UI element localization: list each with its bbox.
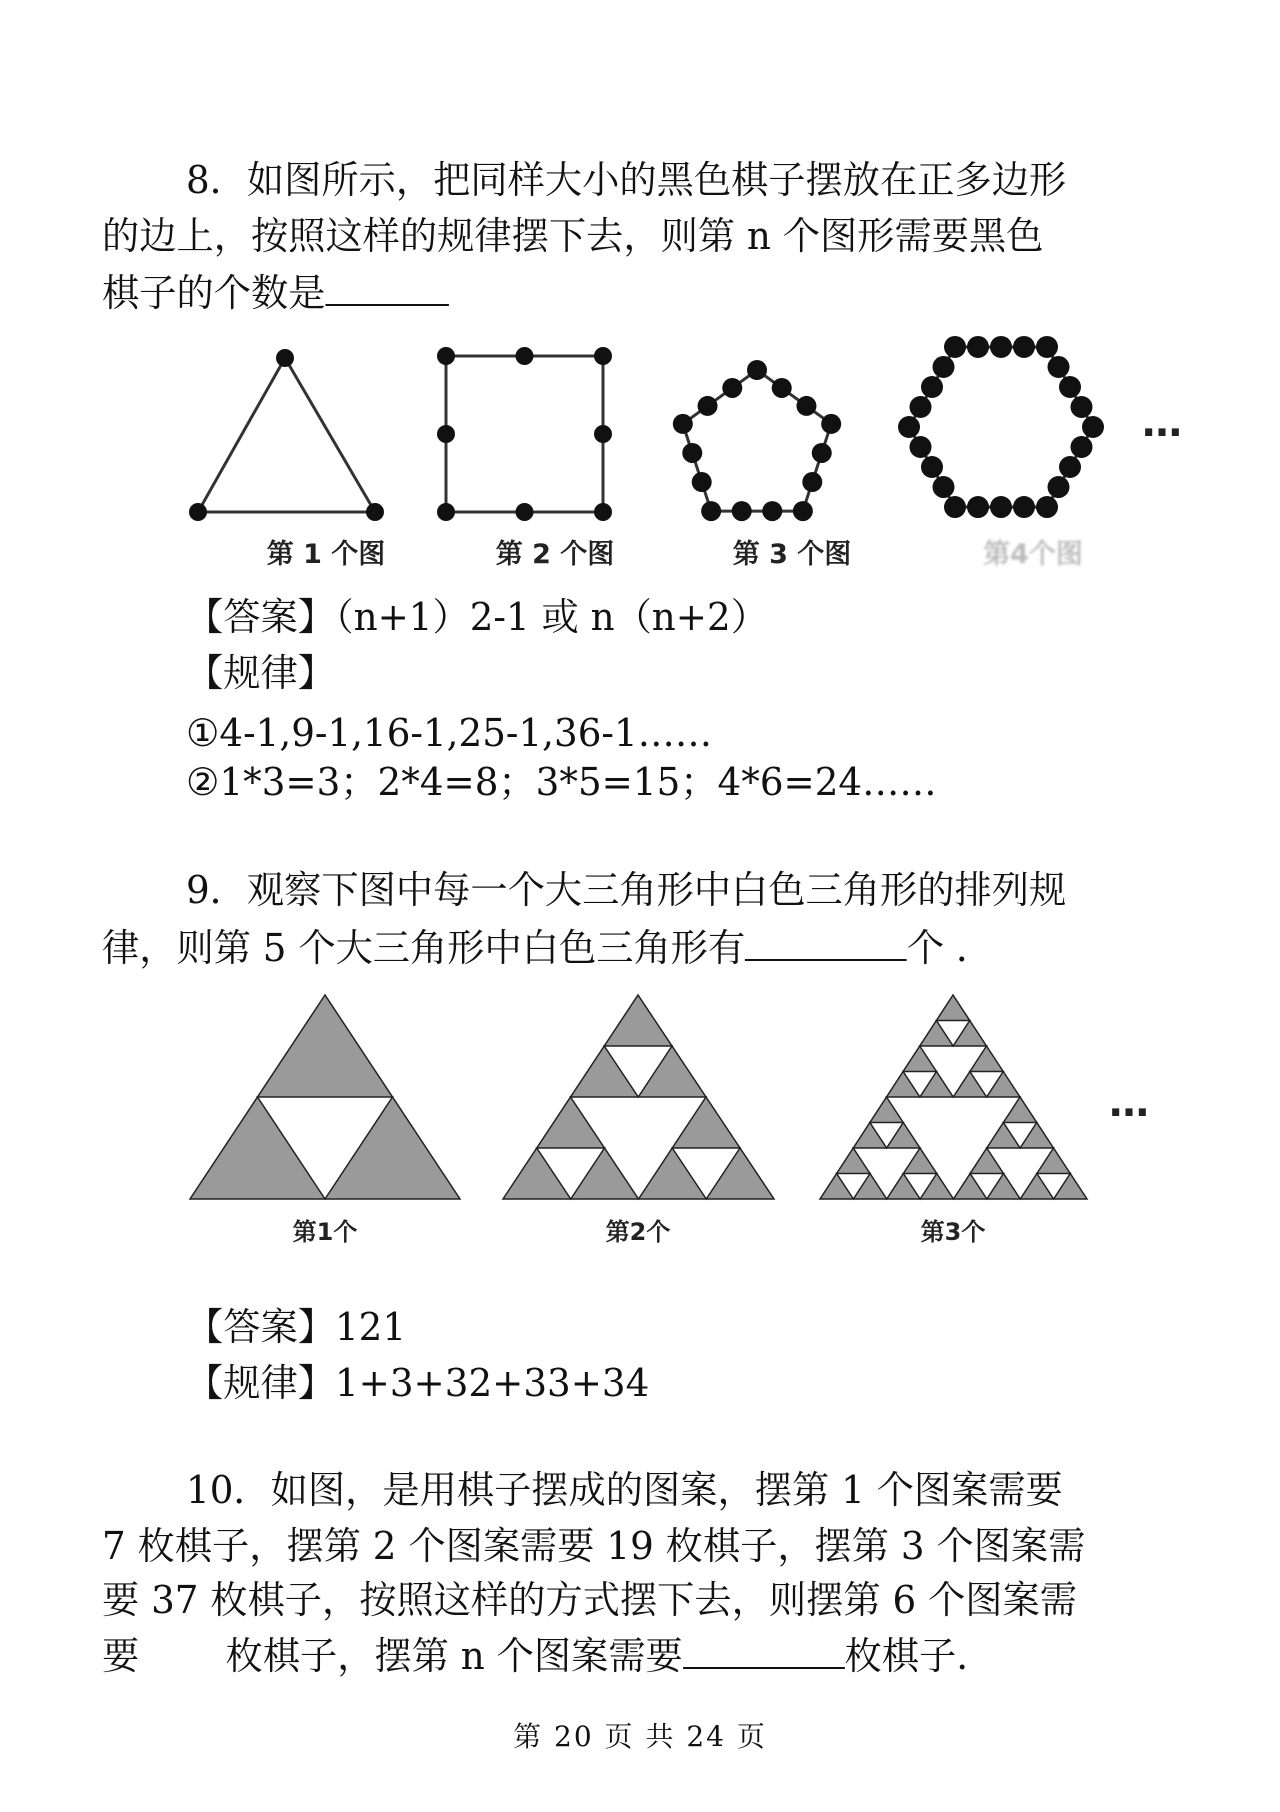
q9-figure-label-3: 第3个 xyxy=(920,1218,986,1246)
q8-figure-label-4: 第4个图 xyxy=(983,539,1083,570)
q9-answer: 【答案】121 xyxy=(186,1305,407,1349)
hexagon-dot xyxy=(944,336,966,358)
q10-text-end: 枚棋子. xyxy=(844,1634,969,1678)
pentagon-dot xyxy=(682,443,702,463)
pentagon-dot xyxy=(747,360,767,380)
hexagon-dot xyxy=(944,496,966,518)
page-footer: 第 20 页 共 24 页 xyxy=(513,1720,767,1753)
q9-rule: 【规律】1+3+32+33+34 xyxy=(186,1361,650,1405)
square-dot xyxy=(437,347,455,365)
square-outline xyxy=(446,356,603,512)
pentagon-dot xyxy=(722,378,742,398)
q10-answer-blank xyxy=(683,1629,845,1669)
q8-rule-title: 【规律】 xyxy=(186,651,335,695)
hexagon-dot xyxy=(933,356,955,378)
hexagon-dot xyxy=(967,496,989,518)
hexagon-dot xyxy=(933,476,955,498)
square-dot xyxy=(594,503,612,521)
q8-polygon-figures xyxy=(189,336,1104,521)
hexagon-dot xyxy=(1071,436,1093,458)
hexagon-dot xyxy=(990,496,1012,518)
q9-answer-blank xyxy=(745,921,907,961)
square-dot xyxy=(437,503,455,521)
hexagon-dot xyxy=(1059,376,1081,398)
triangle-dot xyxy=(366,503,384,521)
q10-text-line3: 要 37 枚棋子，按照这样的方式摆下去，则摆第 6 个图案需 xyxy=(102,1578,1077,1622)
hexagon-dot xyxy=(1071,396,1093,418)
pentagon-dot xyxy=(698,396,718,416)
q8-figure-label-2: 第 2 个图 xyxy=(495,539,615,570)
pentagon-dot xyxy=(796,396,816,416)
pentagon-dot xyxy=(673,414,693,434)
pentagon-dot xyxy=(762,501,782,521)
square-dot xyxy=(594,425,612,443)
hexagon-dot xyxy=(1013,496,1035,518)
pentagon-dot xyxy=(772,378,792,398)
q9-text-end: 个 ． xyxy=(906,926,994,970)
triangle-dot xyxy=(276,349,294,367)
square-dot xyxy=(594,347,612,365)
hexagon-dot xyxy=(1013,336,1035,358)
square-dot xyxy=(437,425,455,443)
hexagon-dot xyxy=(1036,496,1058,518)
hexagon-dot xyxy=(967,336,989,358)
hexagon-dot xyxy=(1059,456,1081,478)
q8-figure-label-3: 第 3 个图 xyxy=(732,539,852,570)
q10-text: 要 xyxy=(102,1634,140,1678)
q9-ellipsis: … xyxy=(1109,1080,1149,1126)
q8-text: 棋子的个数是 xyxy=(102,271,326,315)
hexagon-dot xyxy=(1048,356,1070,378)
q9-text-line1: 9．观察下图中每一个大三角形中白色三角形的排列规 xyxy=(186,868,1067,912)
triangle-outline xyxy=(198,358,375,512)
q9-figure-label-2: 第2个 xyxy=(605,1218,671,1246)
pentagon-dot xyxy=(701,501,721,521)
hexagon-dot xyxy=(898,416,920,438)
q8-text-line1: 8．如图所示，把同样大小的黑色棋子摆放在正多边形 xyxy=(186,158,1067,202)
q10-text-line4 xyxy=(102,1629,968,1680)
hexagon-dot xyxy=(921,456,943,478)
q8-answer: 【答案】（n+1）2-1 或 n（n+2） xyxy=(186,595,768,639)
q9-text-line2 xyxy=(102,921,993,972)
q8-figure-label-1: 第 1 个图 xyxy=(266,539,386,570)
pentagon-dot xyxy=(732,501,752,521)
q8-ellipsis: … xyxy=(1142,400,1182,446)
hexagon-dot xyxy=(921,376,943,398)
hexagon-dot xyxy=(1082,416,1104,438)
square-dot xyxy=(516,503,534,521)
hexagon-dot xyxy=(1036,336,1058,358)
q10-text-mid: 枚棋子，摆第 n 个图案需要 xyxy=(225,1634,683,1678)
hexagon-dot xyxy=(990,336,1012,358)
pentagon-dot xyxy=(812,443,832,463)
q9-text: 律，则第 5 个大三角形中白色三角形有 xyxy=(102,926,746,970)
pentagon-dot xyxy=(793,501,813,521)
hexagon-dot xyxy=(910,396,932,418)
pentagon-dot xyxy=(692,472,712,492)
q10-text-line1: 10．如图，是用棋子摆成的图案，摆第 1 个图案需要 xyxy=(186,1468,1063,1512)
triangle-dot xyxy=(189,503,207,521)
q8-text-line2: 的边上，按照这样的规律摆下去，则第 n 个图形需要黑色 xyxy=(102,214,1044,258)
square-dot xyxy=(516,347,534,365)
q9-figure-label-1: 第1个 xyxy=(292,1218,358,1246)
q8-rule-2: ②1*3=3；2*4=8；3*5=15；4*6=24…… xyxy=(186,760,937,804)
q9-sierpinski-figures xyxy=(190,995,1087,1199)
pentagon-dot xyxy=(821,414,841,434)
hexagon-dot xyxy=(910,436,932,458)
q8-rule-1: ①4-1,9-1,16-1,25-1,36-1…… xyxy=(186,711,713,755)
q10-text-line2: 7 枚棋子，摆第 2 个图案需要 19 枚棋子，摆第 3 个图案需 xyxy=(102,1524,1086,1568)
pentagon-dot xyxy=(802,472,822,492)
hexagon-dot xyxy=(1048,476,1070,498)
